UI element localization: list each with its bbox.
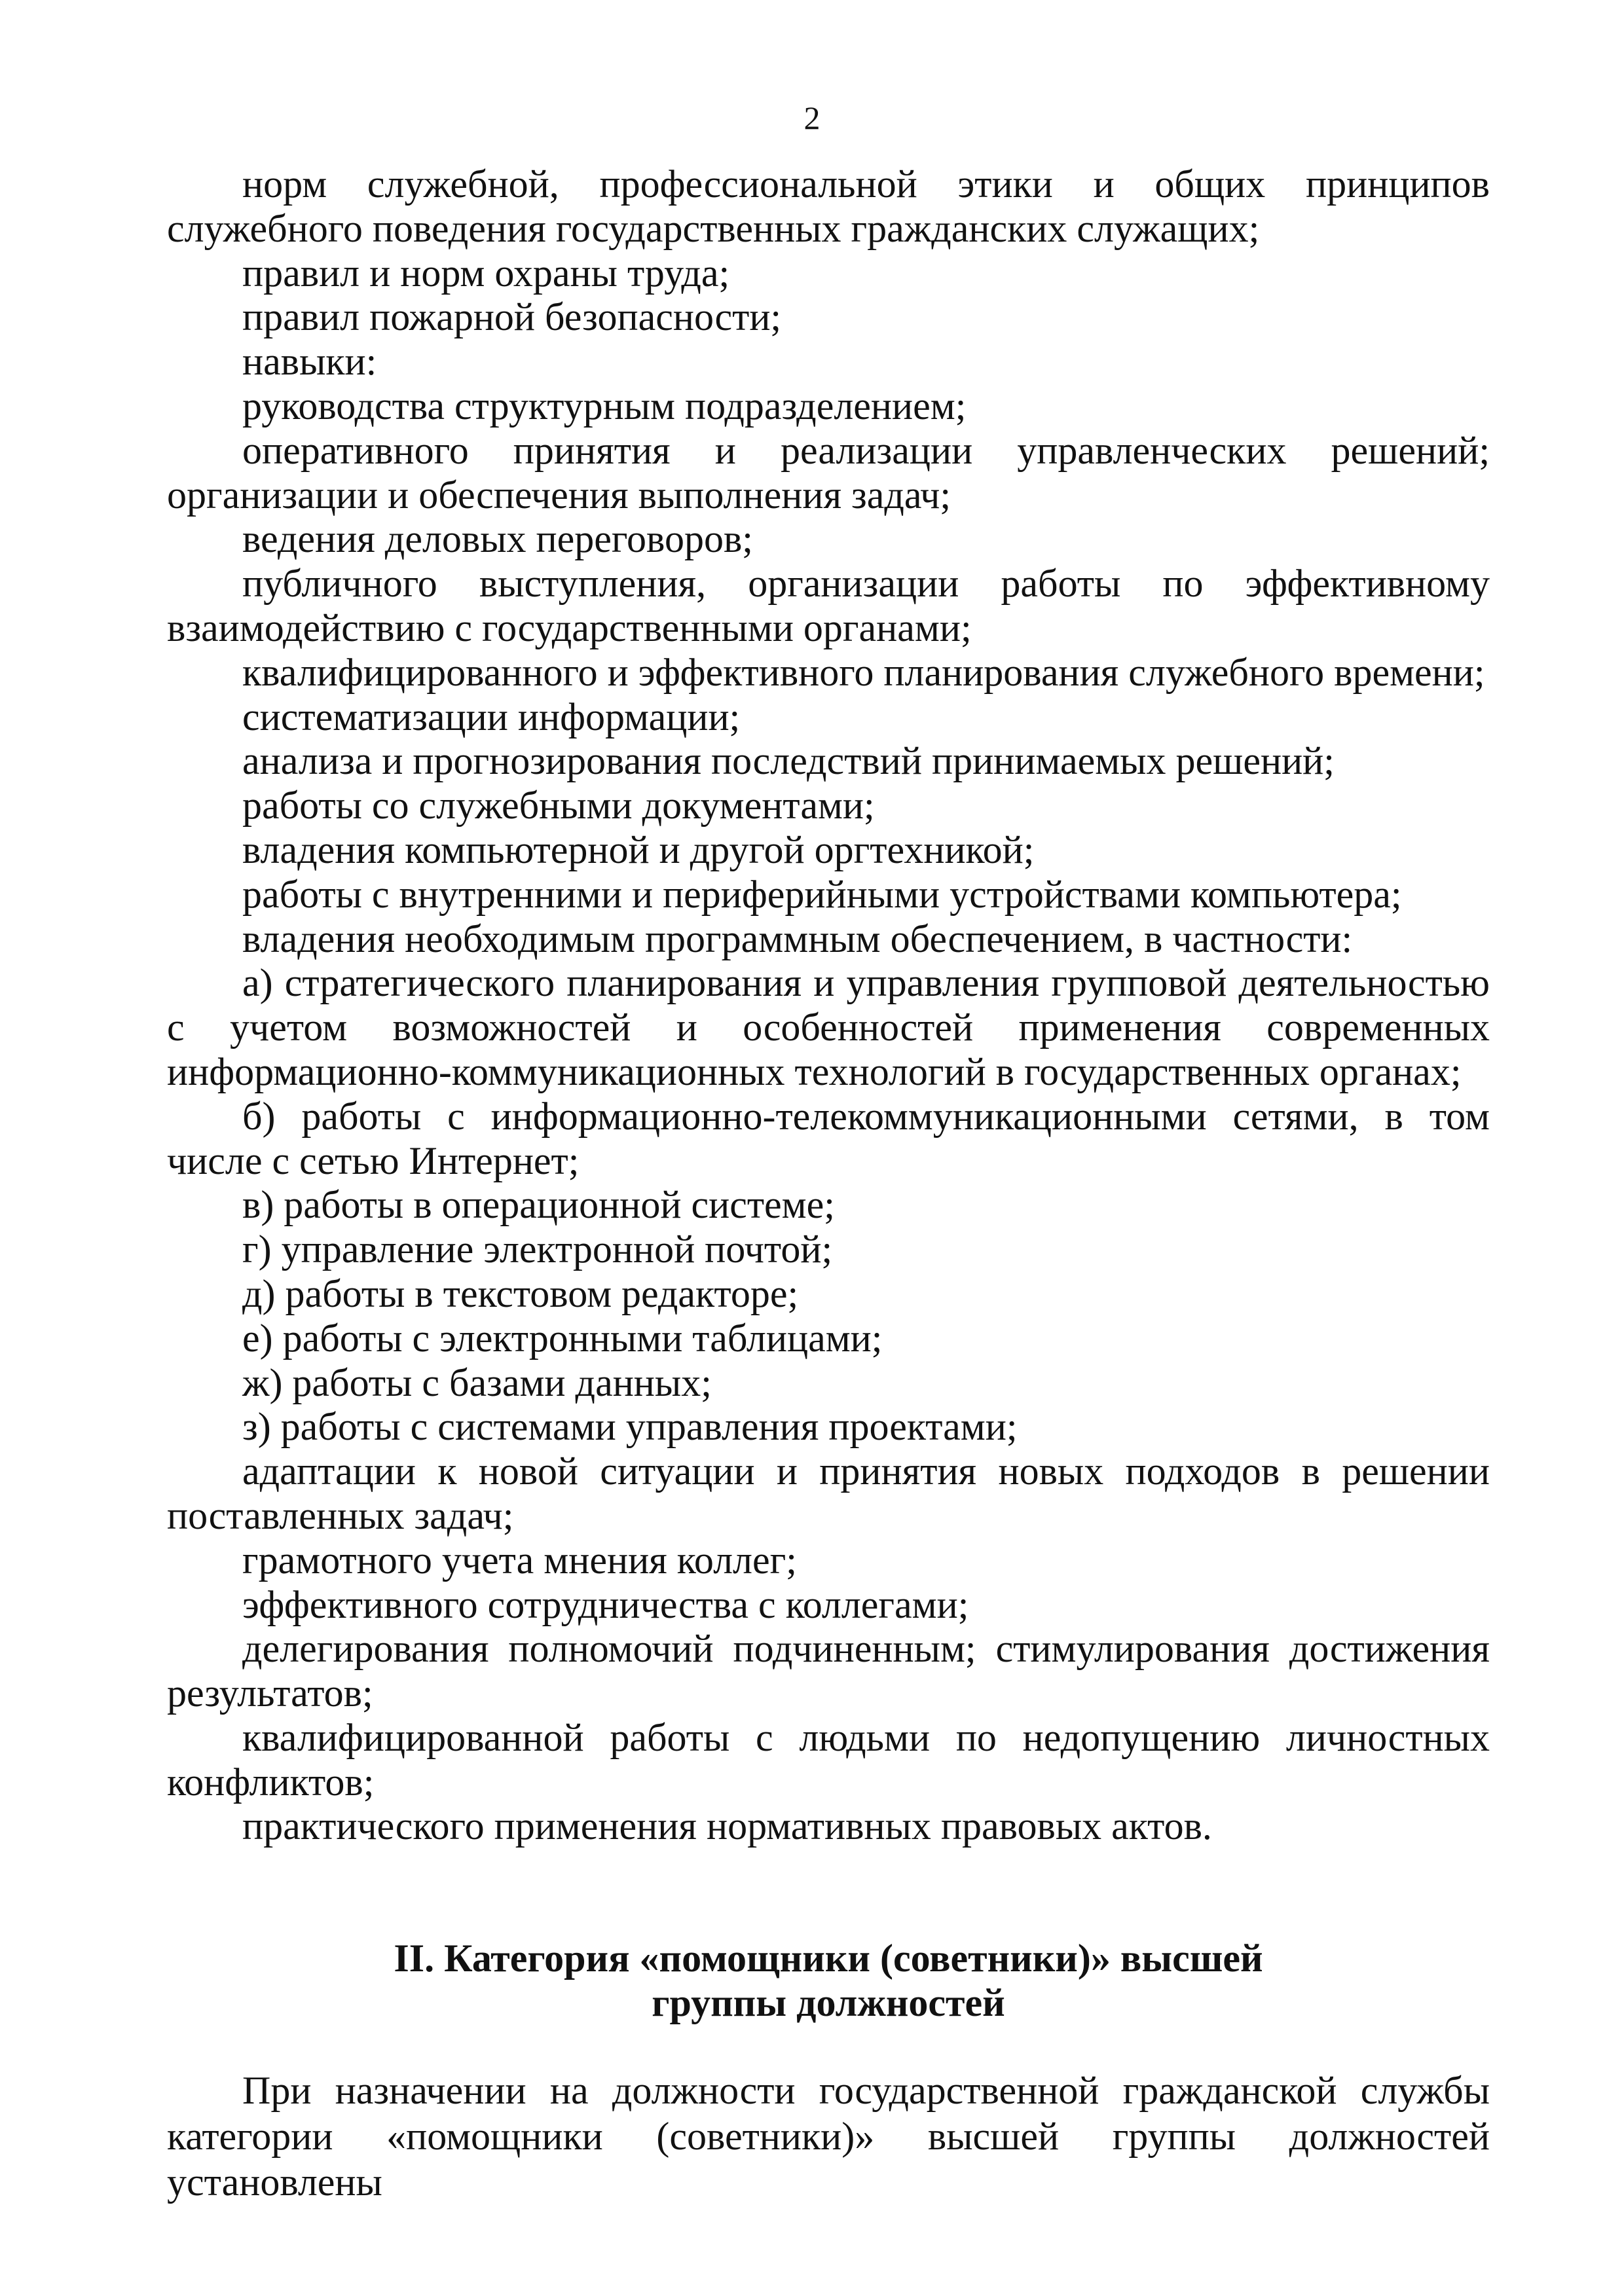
closing-section <box>167 2068 1490 2205</box>
paragraph: в) работы в операционной системе; <box>242 1183 835 1227</box>
paragraph: публичного выступления, организации работы по эффективному взаимодействию с государственными органами; <box>167 562 1490 649</box>
paragraph: д) работы в текстовом редакторе; <box>242 1271 799 1315</box>
section-title-line-2: группы должностей <box>652 1981 1005 2024</box>
closing-paragraph: При назначении на должности государственной гражданской службы категории «помощники (советники)» высшей группы должностей установлены <box>167 2069 1490 2204</box>
paragraph: г) управление электронной почтой; <box>242 1228 833 1271</box>
paragraph: норм служебной, профессиональной этики и общих принципов служебного поведения государственных гражданских служащих; <box>167 162 1490 250</box>
paragraph: работы с внутренними и периферийными устройствами компьютера; <box>242 872 1402 916</box>
paragraph: владения компьютерной и другой оргтехникой; <box>242 828 1035 871</box>
paragraph: правил пожарной безопасности; <box>242 295 782 339</box>
document-body <box>167 162 1490 1849</box>
paragraph: руководства структурным подразделением; <box>242 384 967 428</box>
paragraph: систематизации информации; <box>242 695 741 738</box>
paragraph: ж) работы с базами данных; <box>242 1360 712 1404</box>
paragraph: делегирования полномочий подчиненным; стимулирования достижения результатов; <box>167 1627 1490 1715</box>
section-title <box>167 1936 1490 2025</box>
paragraph: адаптации к новой ситуации и принятия новых подходов в решении поставленных задач; <box>167 1449 1490 1537</box>
paragraph: оперативного принятия и реализации управленческих решений; организации и обеспечения выполнения задач; <box>167 428 1490 517</box>
paragraph: навыки: <box>242 340 377 384</box>
paragraph: квалифицированной работы с людьми по недопущению личностных конфликтов; <box>167 1715 1490 1804</box>
paragraph: б) работы с информационно-телекоммуникационными сетями, в том числе с сетью Интернет; <box>167 1094 1490 1182</box>
page-number: 2 <box>803 100 821 136</box>
paragraph: е) работы с электронными таблицами; <box>242 1316 883 1360</box>
paragraph: анализа и прогнозирования последствий принимаемых решений; <box>242 739 1335 783</box>
paragraph: ведения деловых переговоров; <box>242 517 753 561</box>
paragraph: а) стратегического планирования и управления групповой деятельностью с учетом возможностей и особенностей применения современных информационно-коммуникационных технологий в государственных органах; <box>167 961 1490 1093</box>
paragraph: работы со служебными документами; <box>242 784 875 828</box>
paragraph: практического применения нормативных правовых актов. <box>242 1804 1212 1848</box>
section-title-line-1: II. Категория «помощники (советники)» высшей <box>394 1937 1263 1980</box>
paragraph: владения необходимым программным обеспечением, в частности: <box>242 917 1353 960</box>
paragraph: грамотного учета мнения коллег; <box>242 1538 797 1582</box>
paragraph: правил и норм охраны труда; <box>242 251 730 295</box>
paragraph: з) работы с системами управления проектами; <box>242 1405 1018 1449</box>
paragraph: квалифицированного и эффективного планирования служебного времени; <box>242 650 1485 694</box>
paragraph: эффективного сотрудничества с коллегами; <box>242 1582 969 1626</box>
